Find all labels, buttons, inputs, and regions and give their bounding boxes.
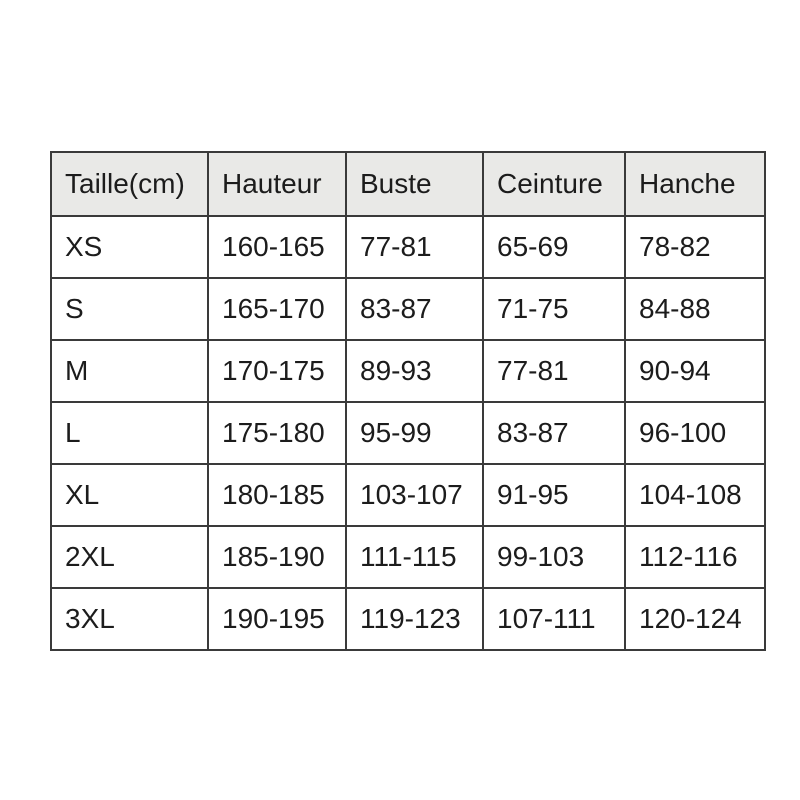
cell-size: XS (51, 216, 208, 278)
cell-ceinture: 83-87 (483, 402, 625, 464)
size-row-2xl (51, 526, 765, 588)
size-row-xs (51, 216, 765, 278)
header-taille: Taille(cm) (51, 152, 208, 216)
header-hauteur: Hauteur (208, 152, 346, 216)
size-chart-header (51, 152, 765, 216)
header-buste: Buste (346, 152, 483, 216)
cell-size: 3XL (51, 588, 208, 650)
cell-hanche: 84-88 (625, 278, 765, 340)
cell-hauteur: 190-195 (208, 588, 346, 650)
cell-size: S (51, 278, 208, 340)
cell-size: XL (51, 464, 208, 526)
header-ceinture: Ceinture (483, 152, 625, 216)
cell-size: M (51, 340, 208, 402)
size-chart-body (51, 216, 765, 650)
cell-hauteur: 180-185 (208, 464, 346, 526)
cell-hanche: 78-82 (625, 216, 765, 278)
size-row-l (51, 402, 765, 464)
cell-hauteur: 175-180 (208, 402, 346, 464)
cell-buste: 83-87 (346, 278, 483, 340)
cell-hauteur: 185-190 (208, 526, 346, 588)
header-hanche: Hanche (625, 152, 765, 216)
cell-size: 2XL (51, 526, 208, 588)
cell-hauteur: 160-165 (208, 216, 346, 278)
cell-ceinture: 65-69 (483, 216, 625, 278)
cell-hanche: 104-108 (625, 464, 765, 526)
cell-hanche: 120-124 (625, 588, 765, 650)
cell-hanche: 96-100 (625, 402, 765, 464)
cell-ceinture: 99-103 (483, 526, 625, 588)
cell-buste: 103-107 (346, 464, 483, 526)
cell-ceinture: 91-95 (483, 464, 625, 526)
cell-ceinture: 71-75 (483, 278, 625, 340)
cell-hauteur: 165-170 (208, 278, 346, 340)
cell-ceinture: 107-111 (483, 588, 625, 650)
cell-ceinture: 77-81 (483, 340, 625, 402)
size-row-3xl (51, 588, 765, 650)
header-row (51, 152, 765, 216)
cell-buste: 77-81 (346, 216, 483, 278)
size-row-s (51, 278, 765, 340)
cell-buste: 89-93 (346, 340, 483, 402)
cell-size: L (51, 402, 208, 464)
cell-hanche: 112-116 (625, 526, 765, 588)
cell-buste: 95-99 (346, 402, 483, 464)
size-row-m (51, 340, 765, 402)
cell-hanche: 90-94 (625, 340, 765, 402)
size-row-xl (51, 464, 765, 526)
size-chart-table (50, 151, 766, 651)
cell-buste: 119-123 (346, 588, 483, 650)
cell-hauteur: 170-175 (208, 340, 346, 402)
cell-buste: 111-115 (346, 526, 483, 588)
